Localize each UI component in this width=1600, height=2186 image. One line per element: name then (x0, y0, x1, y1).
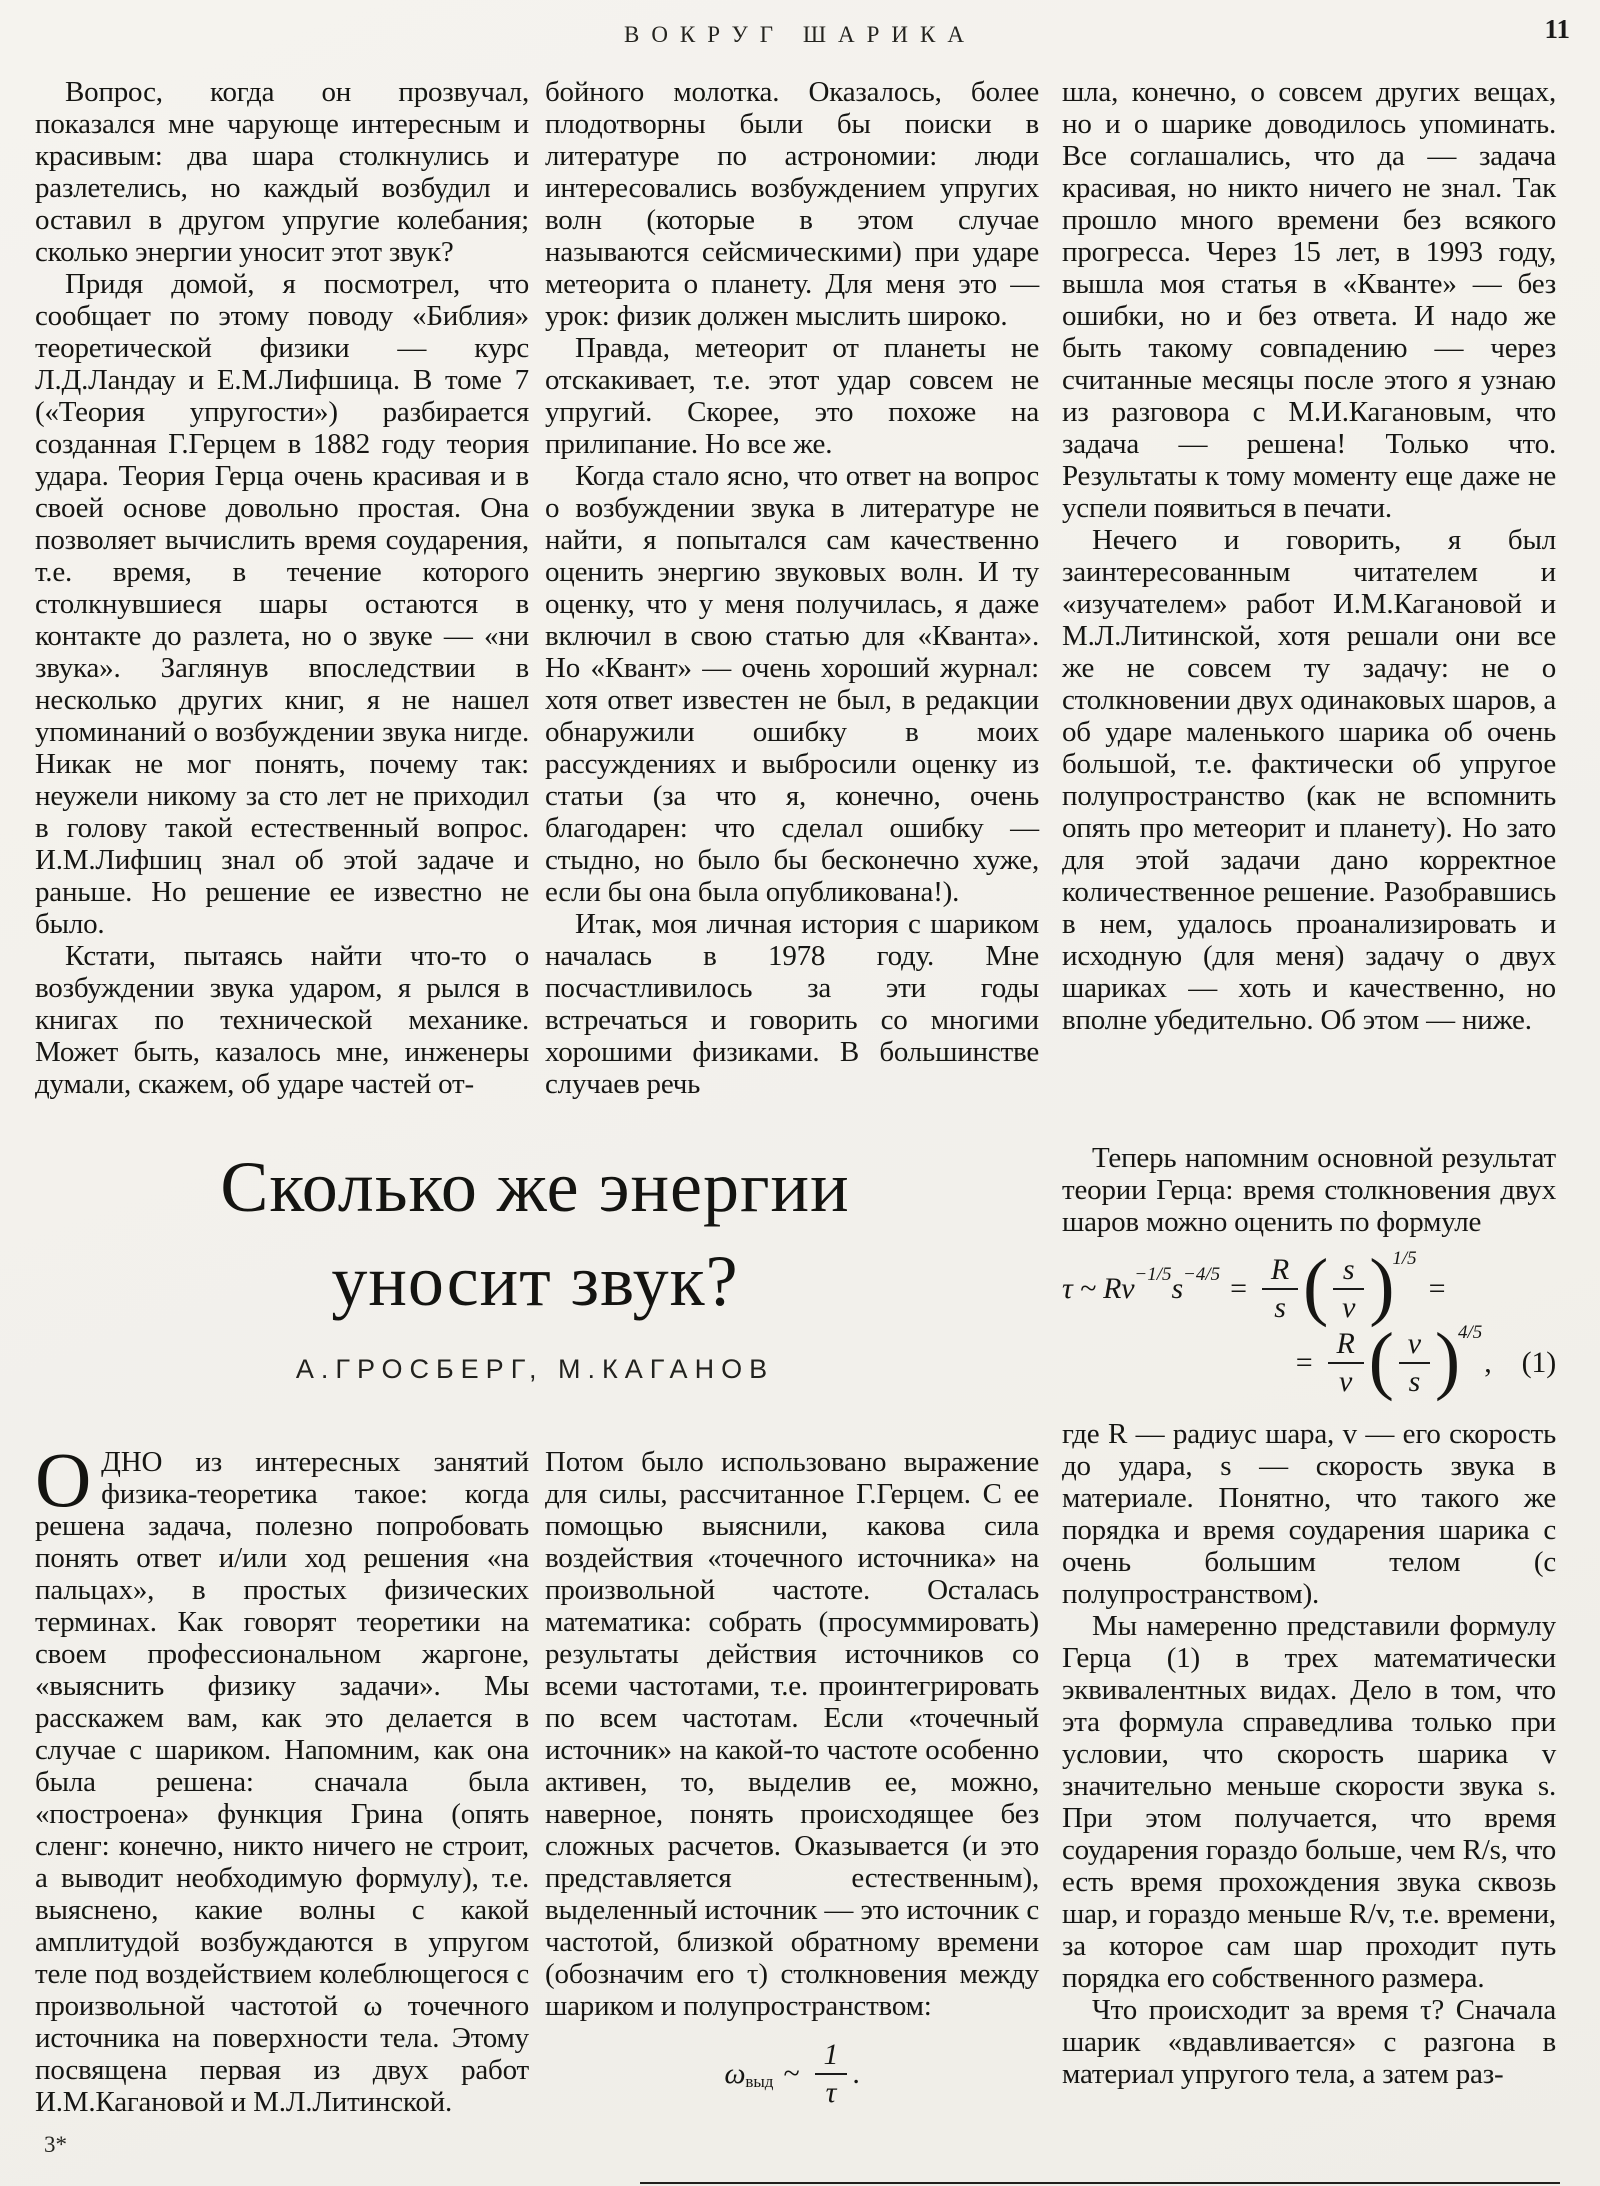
s-variable: s (1171, 1272, 1184, 1305)
paragraph: где R — радиус шара, v — его скорость до удара, s — скорость звука в материале. Понятно, что такого же порядка и время соударения шарика с очень большим телом (с полупространством). (1062, 1418, 1556, 1610)
equals-sign: = (1428, 1272, 1446, 1305)
similarity-operator: ~ (783, 2057, 800, 2090)
prev-article-column-2 (545, 76, 1039, 1100)
article-column-3 (1062, 1142, 1556, 2090)
article-column-2 (545, 1446, 1039, 2112)
paragraph: Итак, моя личная история с шариком началась в 1978 году. Мне посчастливилось за эти годы встречаться и говорить со многими хорошими физиками. В большинстве случаев речь (545, 908, 1039, 1100)
fraction-s-over-v (1333, 1255, 1364, 1323)
drop-cap: О (35, 1436, 92, 1523)
tau-expression: τ ~ Rv (1062, 1272, 1135, 1305)
equation-number: (1) (1521, 1346, 1556, 1379)
article-title-line2: уносит звук? (331, 1241, 739, 1321)
paragraph: Придя домой, я посмотрел, что сообщает по этому поводу «Библия» теоретической физики — курс Л.Д.Ландау и Е.М.Лифшица. В томе 7 («Теория упругости») разбирается созданная Г.Герцем в 1882 году теория удара. Теория Герца очень красивая и в своей основе довольно простая. Она позволяет вычислить время соударения, т.е. время, в течение которого столкнувшиеся шары остаются в контакте до разлета, но о звуке — «ни звука». Заглянув впоследствии в несколько других книг, я не нашел упоминаний о возбуждении звука нигде. Никак не мог понять, почему так: неужели никому за сто лет не приходил в голову такой естественный вопрос. И.М.Лифшиц знал об этой задаче и раньше. Но решение ее известно не было. (35, 268, 529, 940)
signature-mark: 3* (44, 2132, 67, 2157)
paragraph: бойного молотка. Оказалось, более плодотворны были бы поиски в литературе по астрономии: люди интересовались возбуждением упругих волн (которые в этом случае называются сейсмическими) при ударе метеорита о планету. Для меня это — урок: физик должен мыслить широко. (545, 76, 1039, 332)
exponent: −1/5 (1134, 1264, 1172, 1285)
hertz-formula (1062, 1244, 1556, 1402)
fraction-denominator: s (1274, 1291, 1286, 1324)
fraction-R-over-s (1262, 1255, 1298, 1323)
paragraph: Потом было использовано выражение для силы, рассчитанное Г.Герцем. С ее помощью выяснили, какова сила воздействия «точечного источника» на произвольной частоте. Осталась математика: собрать (просуммировать) результаты действия источников со всеми частотами, т.е. проинтегрировать по всем частотам. Если «точечный источник» на какой-то частоте особенно активен, то, выделив ее, можно, наверное, понять происходящее без сложных расчетов. Оказывается (и это представляется естественным), выделенный источник — это источник с частотой, близкой обратному времени (обозначим его τ) столкновения между шариком и полупространством: (545, 1446, 1039, 2022)
article-title-line1: Сколько же энергии (220, 1147, 850, 1227)
article-column-1 (35, 1436, 529, 2118)
prev-article-column-1 (35, 76, 529, 1100)
prev-article-column-3 (1062, 76, 1556, 1036)
equals-sign: = (1230, 1272, 1247, 1305)
paragraph: Что происходит за время τ? Сначала шарик «вдавливается» с разгона в материал упругого тела, а затем раз- (1062, 1994, 1556, 2090)
formula-row-2-group: = $\frac{R}{v}$ ( $\frac{v}{s}$ ) $^{4/5}$ , (1295, 1318, 1492, 1402)
paragraph: Когда стало ясно, что ответ на вопрос о возбуждении звука в литературе не найти, я попытался сам качественно оценить энергию звуковых волн. И ту оценку, что у меня получилась, я даже включил в свою статью для «Кванта». Но «Квант» — очень хороший журнал: хотя ответ известен не был, в редакции обнаружили ошибку в моих рассуждениях и выбросили оценку из статьи (за что я, конечно, очень благодарен: что сделал ошибку — стыдно, но было бы бесконечно хуже, если бы она была опубликована!). (545, 460, 1039, 908)
article-title-block (35, 1140, 1035, 1385)
paragraph: Правда, метеорит от планеты не отскакивает, т.е. этот удар совсем не упругий. Скорее, это похоже на прилипание. Но все же. (545, 332, 1039, 460)
fraction-denominator: s (1408, 1365, 1421, 1398)
fraction-numerator: R (1328, 1329, 1364, 1364)
paragraph: шла, конечно, о совсем других вещах, но и о шарике доводилось упоминать. Все соглашались, что да — задача красивая, но никто ничего не знал. Так прошло много времени без всякого прогресса. Через 15 лет, в 1993 году, вышла моя статья в «Кванте» — без ошибки, но и без ответа. И надо же быть такому совпадению — через считанные месяцы после этого я узнаю из разговора с М.И.Кагановым, что задача — решена! Только что. Результаты к тому моменту еще даже не успели появиться в печати. (1062, 76, 1556, 524)
fraction-numerator: v (1399, 1329, 1430, 1364)
exponent: 4/5 (1458, 1322, 1483, 1343)
scan-edge-artifact (640, 2182, 1560, 2184)
exponent: 1/5 (1392, 1248, 1417, 1269)
running-title: ВОКРУГ ШАРИКА (623, 22, 976, 47)
page-number: 11 (1544, 14, 1570, 44)
paragraph: Мы намеренно представили формулу Герца (1) в трех математически эквивалентных видах. Дело в том, что эта формула справедлива только при условии, что скорость шарика v значительно меньше скорости звука s. При этом получается, что время соударения гораздо больше, чем R/s, что есть время прохождения звука сквозь шар, и гораздо меньше R/v, т.е. времени, за которое сам шар проходит путь порядка его собственного размера. (1062, 1610, 1556, 1994)
formula-row-1: τ ~ Rv $^{-1/5}$ s $^{-4/5}$ = $\frac{R}{s}$ ( $\frac{s}{v}$ ) $^{1/5}$ = (1062, 1244, 1446, 1328)
fraction-denominator: τ (825, 2076, 837, 2109)
paragraph: Нечего и говорить, я был заинтересованным читателем и «изучателем» работ И.М.Кагановой и М.Л.Литинской, хотя решали они все же не совсем ту задачу: не о столкновении двух одинаковых шаров, а об ударе маленького шарика об очень большой, т.е. фактически об упругое полупространство (как не вспомнить опять про метеорит и планету). Но зато для этой задачи дано корректное количественное решение. Разобравшись в нем, удалось проанализировать и исходную (для меня) задачу о двух шариках — хоть и качественно, но вполне убедительно. Об этом — ниже. (1062, 524, 1557, 1036)
exponent: −4/5 (1183, 1264, 1221, 1285)
fraction-denominator: v (1339, 1365, 1353, 1398)
paragraph-text: ДНО из интересных занятий физика-теоретика такое: когда решена задача, полезно попробовать понять ответ и/или ход решения «на пальцах», в простых физических терминах. Как говорят теоретики на своем профессиональном жаргоне, «выяснить физику задачи». Мы расскажем вам, как это делается в случае с шариком. Напомним, как она была решена: сначала была «построена» функция Грина (опять сленг: конечно, никто ничего не строит, а выводит необходимую формулу), т.е. выяснено, какие волны с какой амплитудой возбуждаются в упругом теле под воздействием колеблющегося с произвольной частотой ω точечного источника на поверхности тела. Этому посвящена первая из двух работ И.М.Кагановой и М.Л.Литинской. (35, 1446, 529, 2118)
fraction-numerator: R (1262, 1255, 1298, 1290)
article-authors: А.ГРОСБЕРГ, М.КАГАНОВ (295, 1354, 775, 1384)
omega-formula (545, 2036, 1039, 2112)
fraction-denominator: v (1342, 1291, 1356, 1324)
fraction-numerator: 1 (815, 2040, 848, 2075)
fraction-v-over-s (1399, 1329, 1430, 1397)
fraction-one-over-tau (815, 2040, 848, 2108)
paragraph: Кстати, пытаясь найти что-то о возбуждении звука ударом, я рылся в книгах по технической механике. Может быть, казалось мне, инженеры думали, скажем, об ударе частей от- (35, 940, 529, 1100)
paragraph: Вопрос, когда он прозвучал, показался мне чарующе интересным и красивым: два шара столкнулись и разлетелись, но каждый возбудил и оставил в другом упругие колебания; сколько энергии уносит этот звук? (35, 76, 529, 268)
fraction-R-over-v (1328, 1329, 1364, 1397)
paragraph: Теперь напомним основной результат теории Герца: время столкновения двух шаров можно оценить по формуле (1062, 1142, 1556, 1238)
paragraph-with-dropcap (35, 1436, 529, 2118)
formula-period: . (852, 2057, 860, 2090)
omega-symbol: ω (724, 2057, 746, 2090)
omega-subscript: выд (745, 2072, 774, 2091)
formula-row-2 (1062, 1318, 1556, 1402)
formula-comma: , (1484, 1346, 1492, 1379)
fraction-numerator: s (1333, 1255, 1364, 1290)
equals-sign: = (1295, 1346, 1313, 1379)
